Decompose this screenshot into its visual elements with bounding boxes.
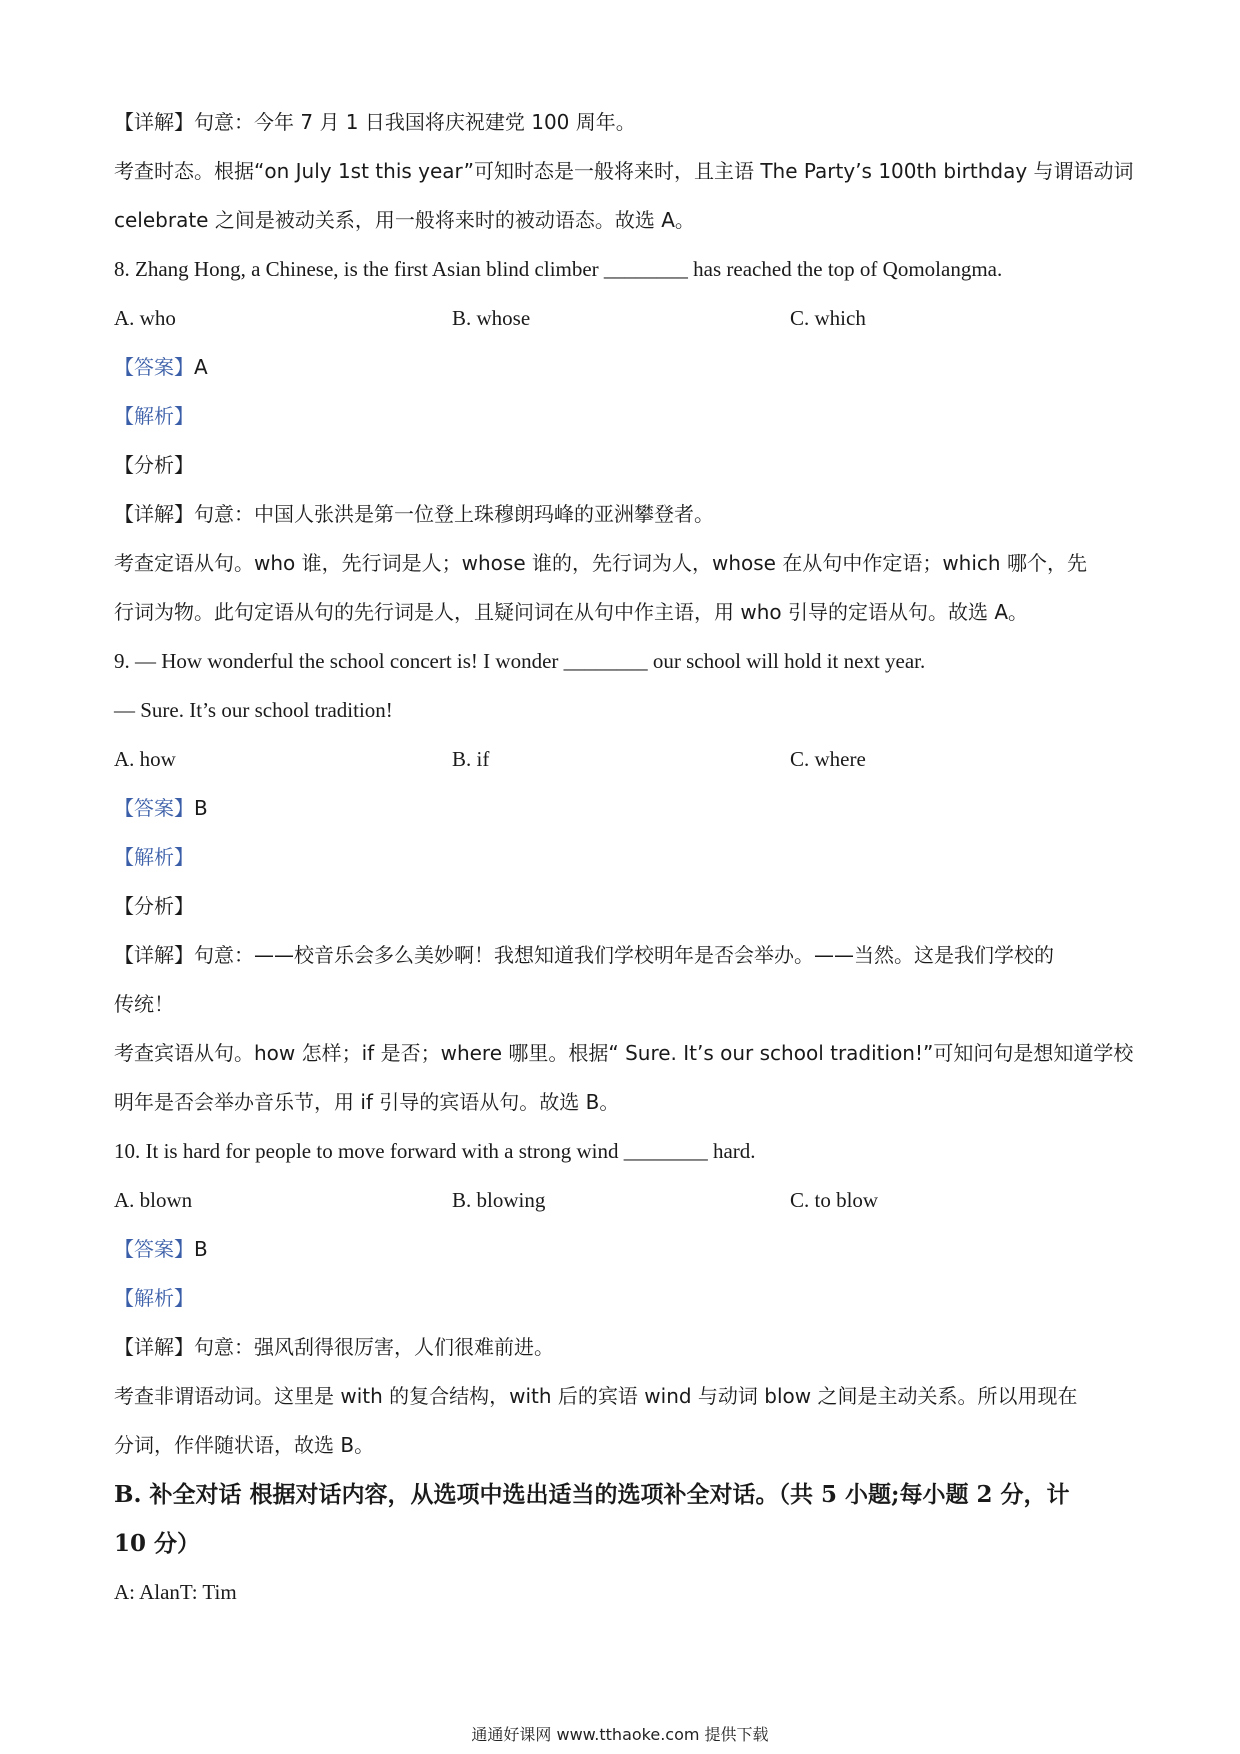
section-b-title-1: B. 补全对话 根据对话内容，从选项中选出适当的选项补全对话。（共 5 小题;每小题 2 分，计: [114, 1481, 1070, 1508]
q8-option-a: A. who: [114, 306, 176, 330]
q7-explanation-2: celebrate 之间是被动关系，用一般将来时的被动语态。故选 A。: [114, 208, 695, 232]
q9-option-a: A. how: [114, 747, 176, 771]
q9-answer: [114, 784, 1134, 833]
q9-explanation-1: 考查宾语从句。how 怎样；if 是否；where 哪里。根据“ Sure. It’s our school tradition!”可知问句是想知道学校: [114, 1041, 1134, 1065]
q8-question: 8. Zhang Hong, a Chinese, is the first Asian blind climber ________ has reached the top of Qomolangma.: [114, 257, 1003, 281]
q10-detail: 【详解】句意：强风刮得很厉害，人们很难前进。: [114, 1335, 554, 1359]
q8-answer: [114, 343, 1134, 392]
q9-option-c: C. where: [790, 747, 866, 771]
q9-explanation-2: 明年是否会举办音乐节，用 if 引导的宾语从句。故选 B。: [114, 1090, 620, 1114]
q8-answer-value: A: [194, 355, 208, 379]
q9-jiexi: 【解析】: [114, 845, 194, 869]
q10-explanation-2: 分词，作伴随状语，故选 B。: [114, 1433, 375, 1457]
q9-options: [114, 735, 1134, 784]
q9-question: 9. — How wonderful the school concert is! I wonder ________ our school will hold it next year.: [114, 649, 926, 673]
q8-detail: 【详解】句意：中国人张洪是第一位登上珠穆朗玛峰的亚洲攀登者。: [114, 502, 714, 526]
q10-options: [114, 1176, 1134, 1225]
section-b-speakers: A: AlanT: Tim: [114, 1580, 237, 1604]
q8-option-b: B. whose: [452, 306, 531, 330]
section-b-title-2: 10 分）: [114, 1530, 201, 1557]
q9-answer-tag: 【答案】: [114, 796, 194, 820]
q8-fenxi: 【分析】: [114, 453, 194, 477]
q10-option-c: C. to blow: [790, 1188, 879, 1212]
q9-detail-2: 传统！: [114, 992, 174, 1016]
q8-options: [114, 294, 1134, 343]
q7-detail: 【详解】句意：今年 7 月 1 日我国将庆祝建党 100 周年。: [114, 110, 636, 134]
q7-explanation-1: 考查时态。根据“on July 1st this year”可知时态是一般将来时，且主语 The Party’s 100th birthday 与谓语动词: [114, 159, 1134, 183]
q8-explanation-2: 行词为物。此句定语从句的先行词是人，且疑问词在从句中作主语，用 who 引导的定语从句。故选 A。: [114, 600, 1029, 624]
q9-option-b: B. if: [452, 747, 490, 771]
q10-option-a: A. blown: [114, 1188, 193, 1212]
page-footer: 通通好课网 www.tthaoke.com 提供下载: [471, 1725, 769, 1744]
document-body: [114, 98, 1134, 1617]
q10-question: 10. It is hard for people to move forward with a strong wind ________ hard.: [114, 1139, 756, 1163]
q9-detail-1: 【详解】句意：——校音乐会多么美妙啊！我想知道我们学校明年是否会举办。——当然。这是我们学校的: [114, 943, 1054, 967]
q10-answer: [114, 1225, 1134, 1274]
q8-jiexi: 【解析】: [114, 404, 194, 428]
q10-jiexi: 【解析】: [114, 1286, 194, 1310]
q8-answer-tag: 【答案】: [114, 355, 194, 379]
q10-answer-value: B: [194, 1237, 208, 1261]
q9-answer-value: B: [194, 796, 208, 820]
q10-answer-tag: 【答案】: [114, 1237, 194, 1261]
q9-reply: — Sure. It’s our school tradition!: [114, 698, 393, 722]
q10-explanation-1: 考查非谓语动词。这里是 with 的复合结构，with 后的宾语 wind 与动词 blow 之间是主动关系。所以用现在: [114, 1384, 1078, 1408]
q10-option-b: B. blowing: [452, 1188, 546, 1212]
q9-fenxi: 【分析】: [114, 894, 194, 918]
q8-option-c: C. which: [790, 306, 866, 330]
q8-explanation-1: 考查定语从句。who 谁，先行词是人；whose 谁的，先行词为人，whose 在从句中作定语；which 哪个，先: [114, 551, 1087, 575]
